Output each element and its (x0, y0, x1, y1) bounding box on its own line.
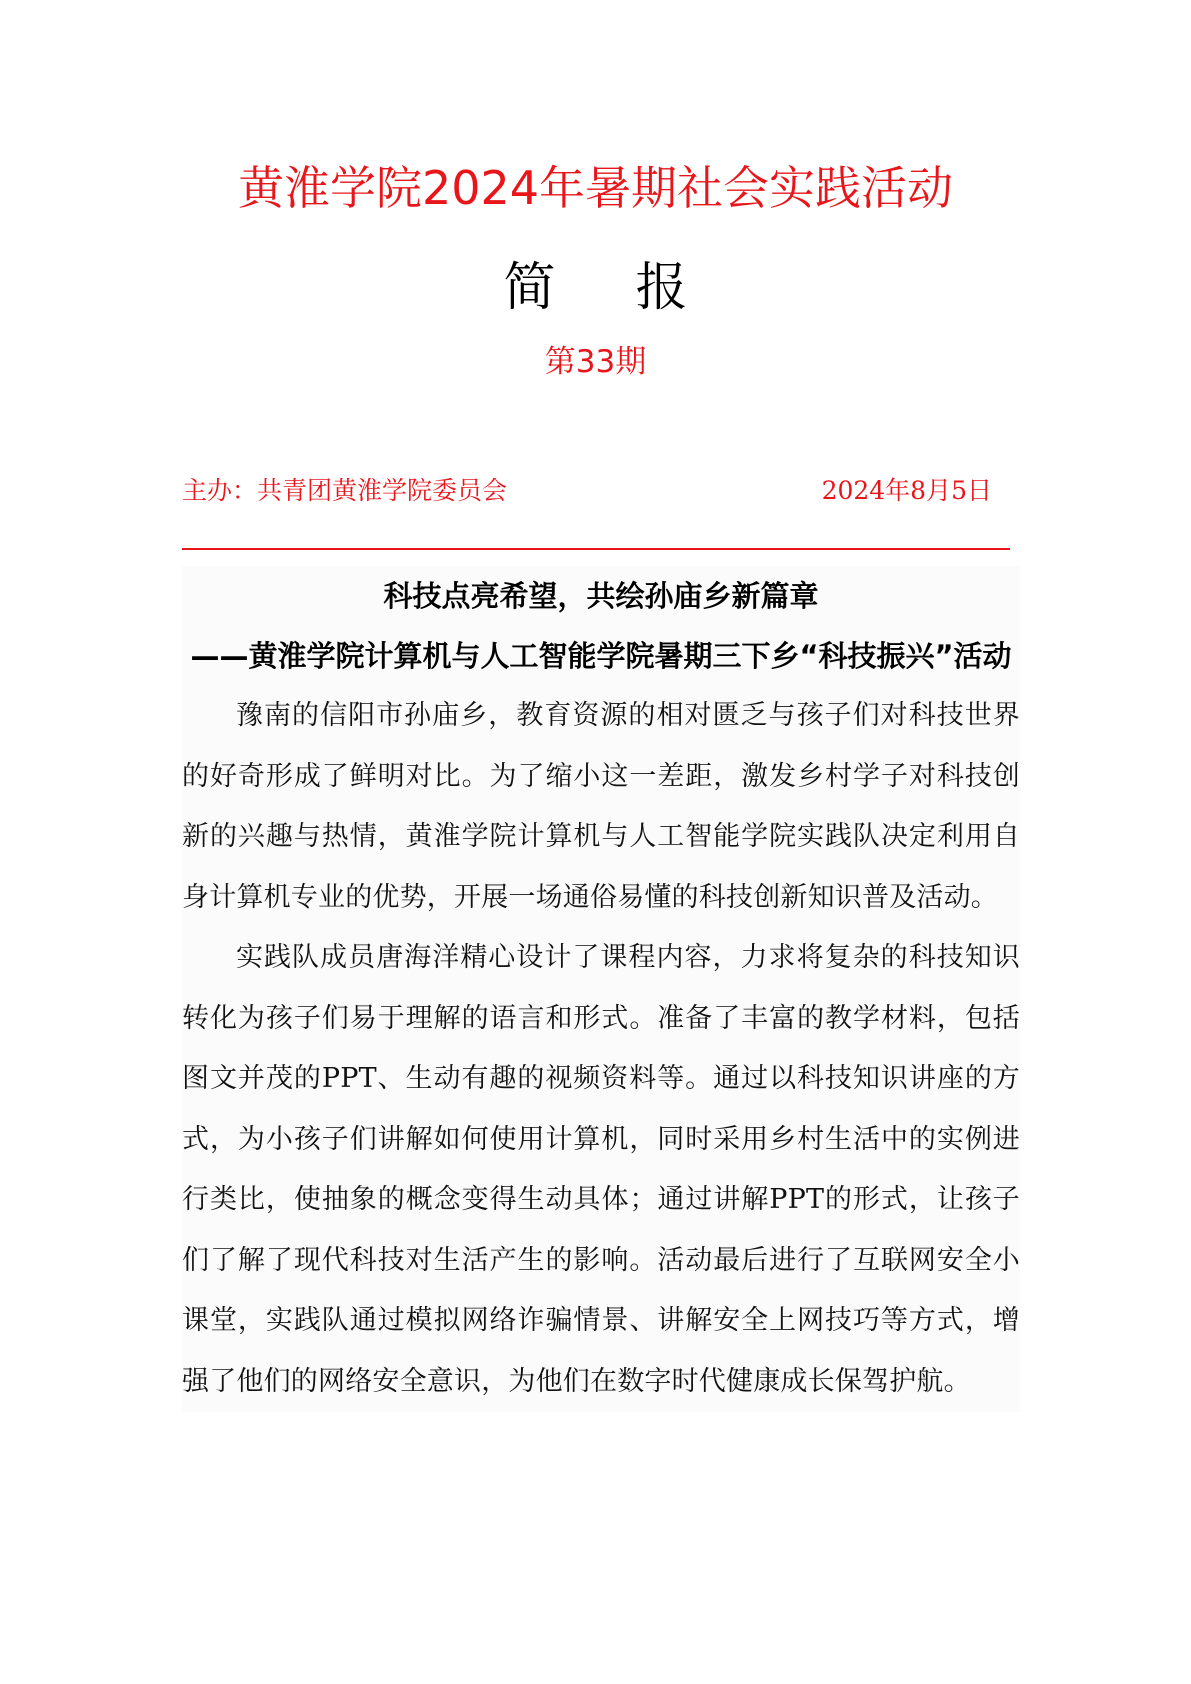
organizer: 主办：共青团黄淮学院委员会 (182, 476, 508, 505)
header-divider (182, 548, 1010, 550)
issue-number: 第33期 (544, 344, 647, 380)
bulletin-title (0, 256, 1191, 320)
main-title: 黄淮学院2024年暑期社会实践活动 (237, 161, 954, 215)
meta-row (182, 473, 992, 509)
article-title: 科技点亮希望，共绘孙庙乡新篇章 (383, 579, 819, 613)
publish-date: 2024年8月5日 (821, 476, 992, 505)
article (182, 566, 1020, 1412)
paragraph: 实践队成员唐海洋精心设计了课程内容，力求将复杂的科技知识转化为孩子们易于理解的语言和形式。准备了丰富的教学材料，包括图文并茂的PPT、生动有趣的视频资料等。通过以科技知识讲座的方式，为小孩子们讲解如何使用计算机，同时采用乡村生活中的实例进行类比，使抽象的概念变得生动具体；通过讲解PPT的形式，让孩子们了解了现代科技对生活产生的影响。活动最后进行了互联网安全小课堂，实践队通过模拟网络诈骗情景、讲解安全上网技巧等方式，增强了他们的网络安全意识，为他们在数字时代健康成长保驾护航。 (182, 942, 1020, 1397)
bulletin-title-char-1: 简 (503, 258, 556, 318)
paragraph: 豫南的信阳市孙庙乡，教育资源的相对匮乏与孩子们对科技世界的好奇形成了鲜明对比。为了缩小这一差距，激发乡村学子对科技创新的兴趣与热情，黄淮学院计算机与人工智能学院实践队决定利用自身计算机专业的优势，开展一场通俗易懂的科技创新知识普及活动。 (182, 700, 1020, 913)
bulletin-title-char-2: 报 (635, 258, 688, 318)
article-subtitle: ——黄淮学院计算机与人工智能学院暑期三下乡“科技振兴”活动 (190, 639, 1012, 673)
article-body (182, 686, 1020, 1412)
